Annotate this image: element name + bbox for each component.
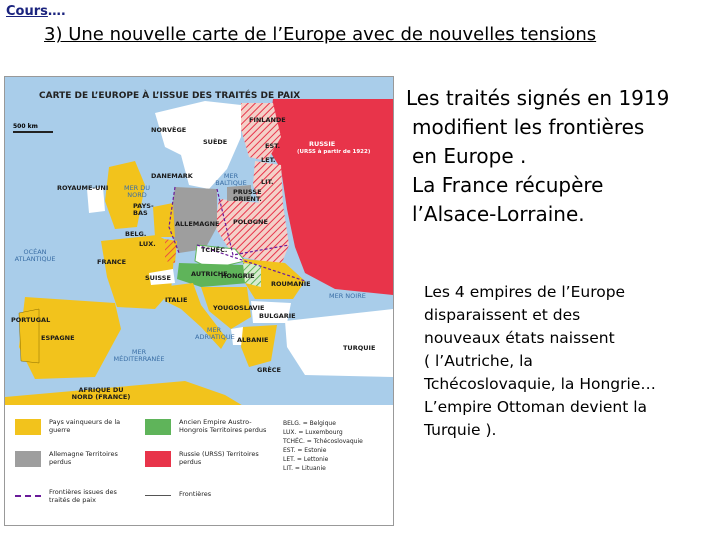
label-roumanie: ROUMANIE bbox=[271, 280, 311, 288]
legend-swatch-austro bbox=[145, 419, 171, 435]
label-espagne: ESPAGNE bbox=[41, 334, 75, 342]
legend-treaty-borders: Frontières issues des traités de paix bbox=[49, 488, 117, 504]
para2-line: Les 4 empires de l’Europe bbox=[424, 283, 626, 301]
para2-line: Tchécoslovaquie, la Hongrie… bbox=[424, 375, 656, 393]
label-prusse: PRUSSE ORIENT. bbox=[233, 188, 262, 204]
para1-line: l’Alsace-Lorraine. bbox=[412, 202, 585, 226]
para1-line: en Europe . bbox=[412, 144, 527, 168]
label-france: FRANCE bbox=[97, 258, 127, 266]
para1-line: modifient les frontières bbox=[412, 115, 645, 139]
label-belg: BELG. bbox=[125, 230, 147, 238]
legend-line-treaty bbox=[15, 495, 41, 497]
label-mer-adriatique: MER ADRIATIQUE bbox=[195, 326, 235, 342]
label-grece: GRÈCE bbox=[257, 366, 281, 374]
legend-borders: Frontières bbox=[179, 490, 212, 498]
abbr-tchec: TCHÉC. = Tchécoslovaquie bbox=[283, 438, 363, 445]
europe-map bbox=[4, 76, 394, 526]
turkey-region bbox=[285, 309, 393, 377]
map-legend bbox=[5, 405, 393, 525]
label-lit: LIT. bbox=[261, 178, 274, 186]
legend-swatch-germany bbox=[15, 451, 41, 467]
label-pologne: POLOGNE bbox=[233, 218, 268, 226]
legend-austro: Ancien Empire Austro-Hongrois Territoires perdus bbox=[179, 418, 267, 434]
legend-russia: Russie (URSS) Territoires perdus bbox=[179, 450, 259, 466]
label-let: LET. bbox=[261, 156, 276, 164]
label-mer-mediterranee: MER MÉDITERRANÉE bbox=[113, 348, 165, 364]
label-norvege: NORVÈGE bbox=[151, 126, 187, 134]
map-title: CARTE DE L’EUROPE À L’ISSUE DES TRAITÉS DE PAIX bbox=[39, 91, 301, 101]
label-danemark: DANEMARK bbox=[151, 172, 193, 180]
label-suisse: SUISSE bbox=[145, 274, 171, 282]
label-pays-bas: PAYS-BAS bbox=[133, 202, 154, 218]
legend-winners: Pays vainqueurs de la guerre bbox=[49, 418, 121, 434]
legend-germany: Allemagne Territoires perdus bbox=[49, 450, 118, 466]
legend-swatch-russia bbox=[145, 451, 171, 467]
para2-line: nouveaux états naissent bbox=[424, 329, 615, 347]
para1-line: Les traités signés en 1919 bbox=[406, 86, 670, 110]
label-italie: ITALIE bbox=[165, 296, 188, 304]
label-allemagne: ALLEMAGNE bbox=[175, 220, 220, 228]
breadcrumb[interactable] bbox=[6, 4, 66, 19]
abbr-lit: LIT. = Lituanie bbox=[283, 465, 326, 472]
abbr-lux: LUX. = Luxembourg bbox=[283, 429, 343, 436]
label-bulgarie: BULGARIE bbox=[259, 312, 296, 320]
label-russie-sub: (URSS à partir de 1922) bbox=[297, 149, 371, 155]
label-autriche: AUTRICHE bbox=[191, 270, 228, 278]
label-mer-baltique: MER BALTIQUE bbox=[215, 172, 247, 188]
abbr-let: LET. = Lettonie bbox=[283, 456, 329, 463]
label-lux: LUX. bbox=[139, 240, 156, 248]
label-hongrie: HONGRIE bbox=[221, 272, 255, 280]
label-portugal: PORTUGAL bbox=[11, 316, 51, 324]
para2-line: L’empire Ottoman devient la bbox=[424, 398, 648, 416]
label-ocean: OCÉAN ATLANTIQUE bbox=[14, 248, 56, 264]
label-afrique: AFRIQUE DU NORD (FRANCE) bbox=[71, 386, 131, 402]
abbr-belg: BELG. = Belgique bbox=[283, 420, 336, 427]
breadcrumb-suffix: …. bbox=[47, 4, 66, 19]
label-finlande: FINLANDE bbox=[249, 116, 286, 124]
page-title: 3) Une nouvelle carte de l’Europe avec de nouvelles tensions bbox=[44, 24, 597, 45]
map-scale-bar bbox=[13, 131, 53, 133]
para1-line: La France récupère bbox=[412, 173, 604, 197]
paragraph-empires bbox=[424, 281, 720, 442]
label-mer-du-nord: MER DU NORD bbox=[123, 184, 151, 200]
paragraph-treaties bbox=[406, 84, 716, 229]
label-suede: SUÈDE bbox=[203, 138, 228, 146]
label-albanie: ALBANIE bbox=[237, 336, 269, 344]
label-tchec: TCHÉC. bbox=[201, 246, 228, 254]
label-turquie: TURQUIE bbox=[343, 344, 376, 352]
label-russie: RUSSIE bbox=[309, 140, 336, 148]
breadcrumb-cours-link[interactable]: Cours bbox=[6, 4, 48, 19]
label-est: EST. bbox=[265, 142, 281, 150]
map-scale-label: 500 km bbox=[13, 123, 38, 130]
para2-line: disparaissent et des bbox=[424, 306, 581, 324]
abbr-est: EST. = Estonie bbox=[283, 447, 327, 454]
label-royaume-uni: ROYAUME-UNI bbox=[57, 184, 109, 192]
label-mer-noire: MER NOIRE bbox=[329, 292, 366, 300]
legend-swatch-winners bbox=[15, 419, 41, 435]
legend-abbreviations bbox=[283, 419, 363, 473]
legend-line-borders bbox=[145, 495, 171, 496]
para2-line: Turquie ). bbox=[424, 421, 497, 439]
para2-line: ( l’Autriche, la bbox=[424, 352, 533, 370]
label-yougoslavie: YOUGOSLAVIE bbox=[213, 304, 265, 312]
